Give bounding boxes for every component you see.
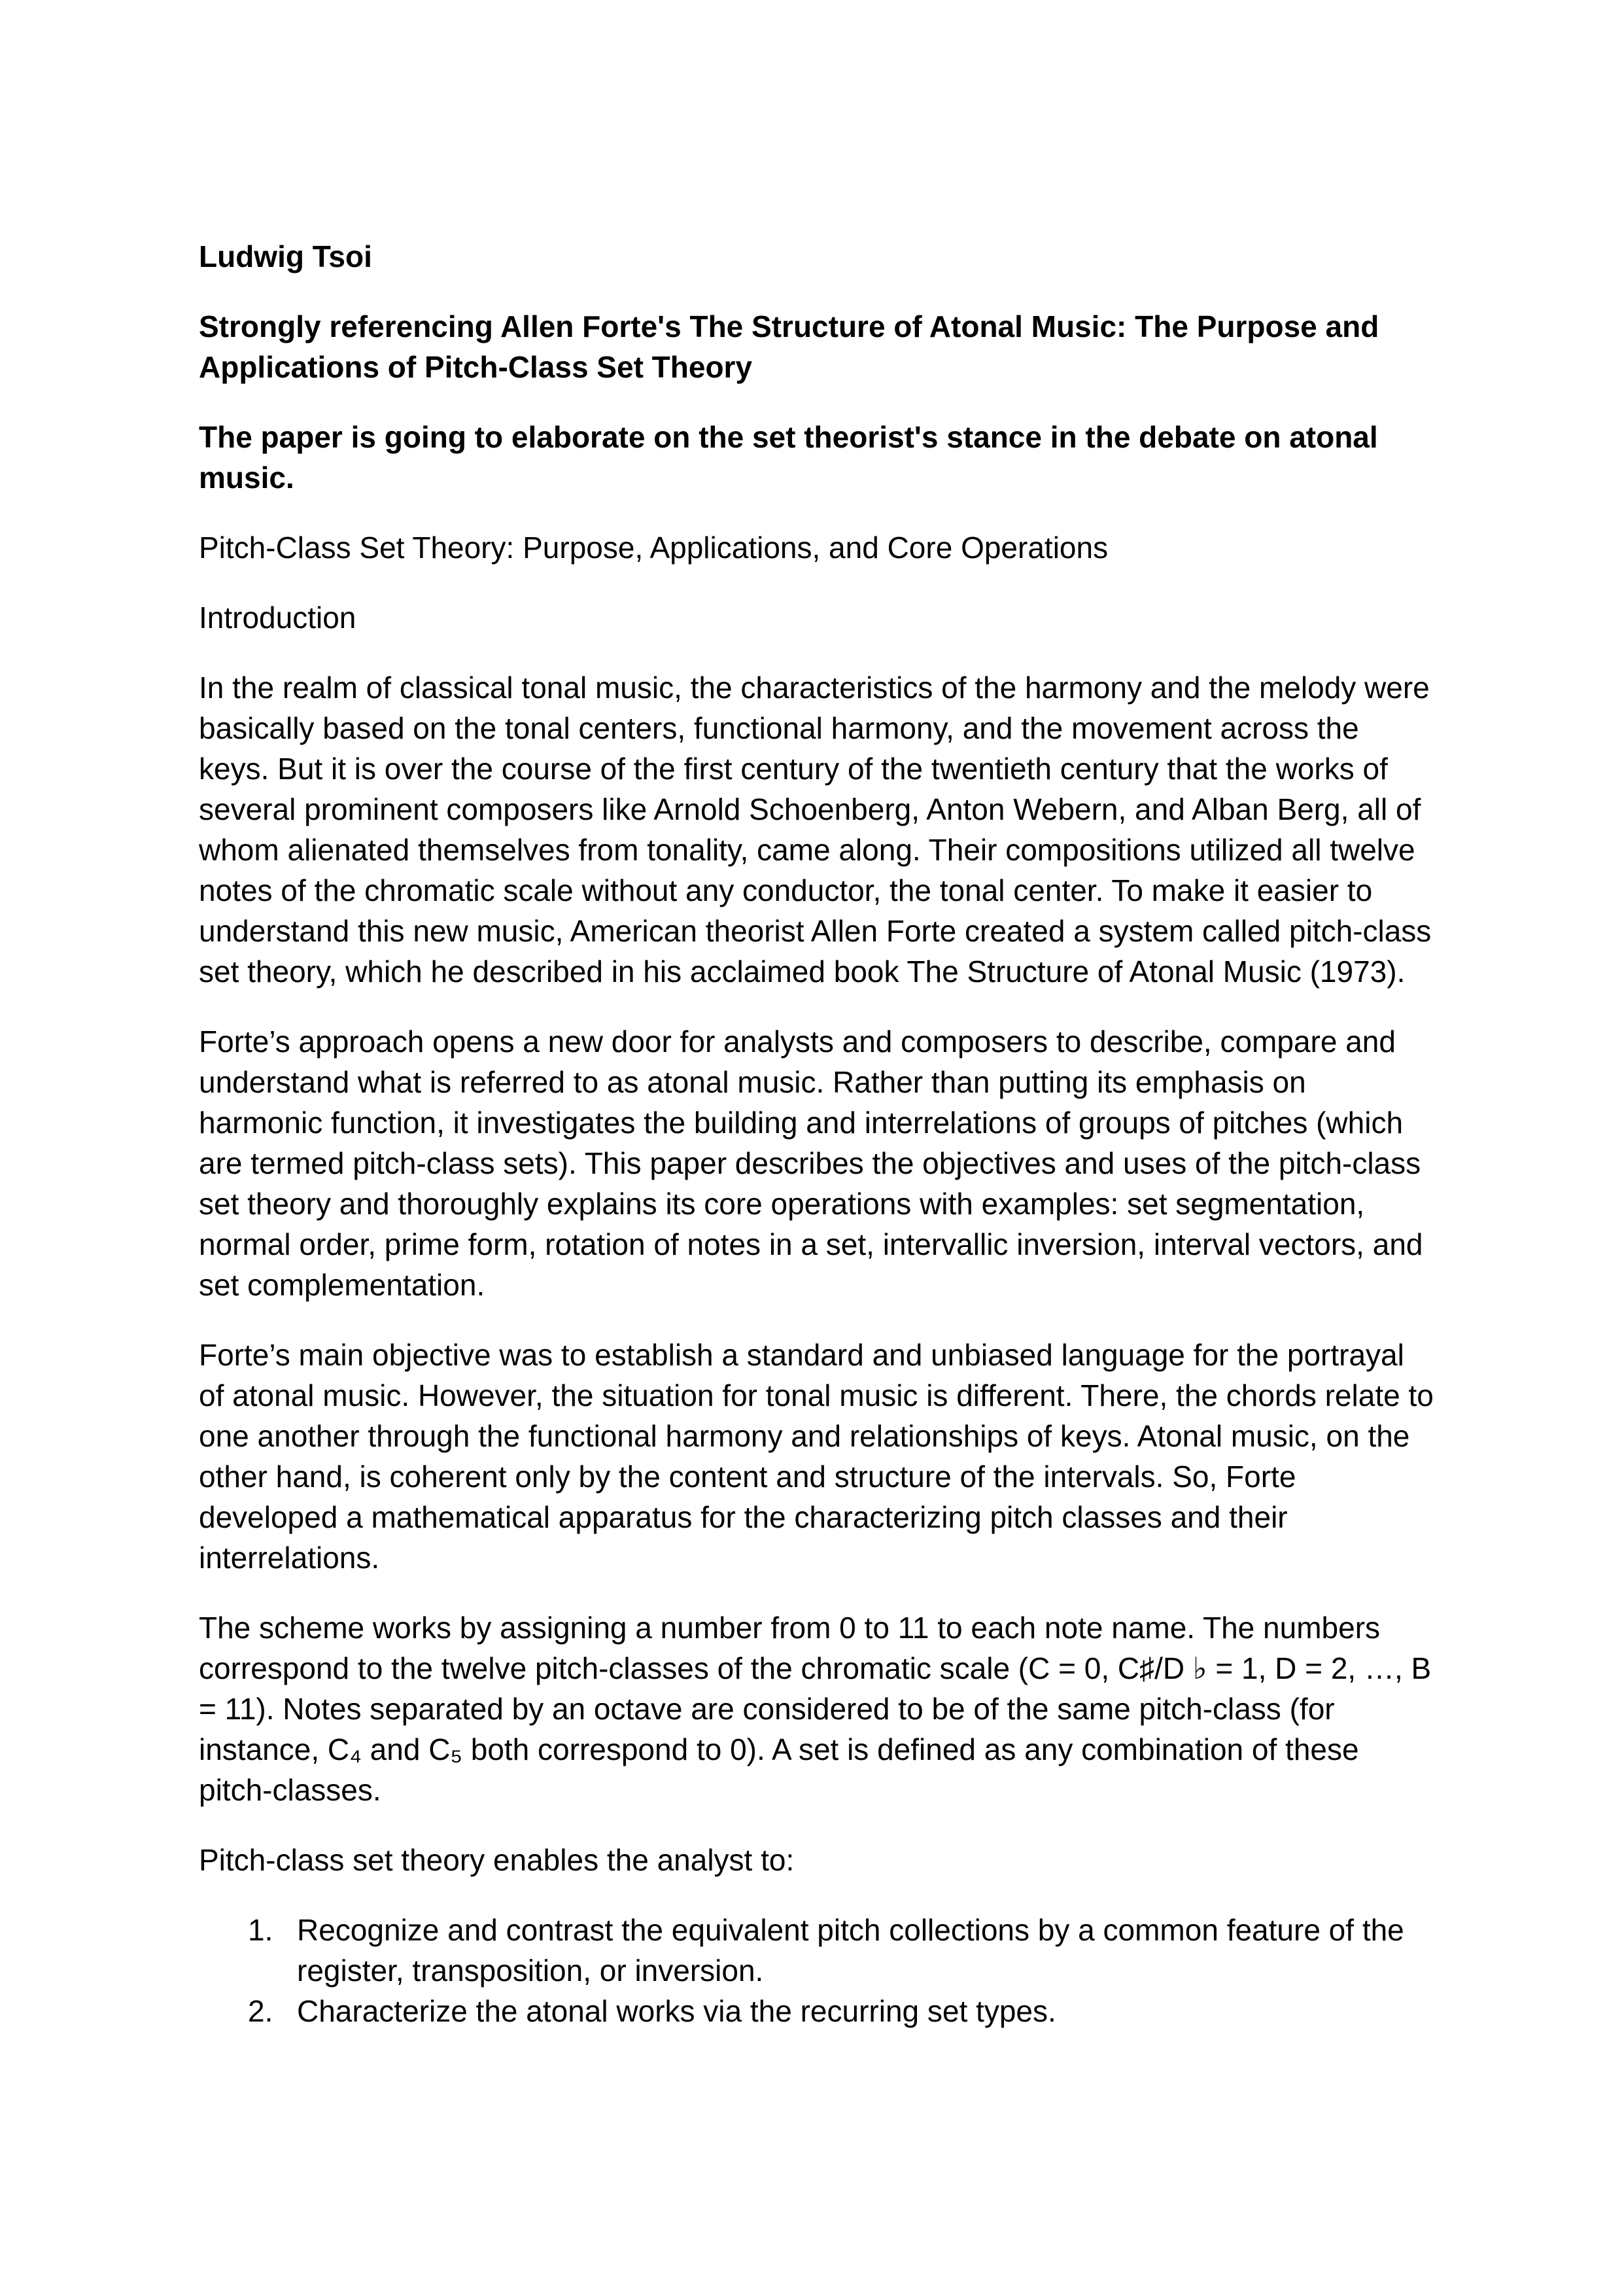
- subsection-heading-introduction: Introduction: [199, 601, 356, 635]
- list-item-number: 2.: [248, 1994, 273, 2028]
- body-paragraph-forte-objective: Forte’s main objective was to establish a standard and unbiased language for the portrayal of atonal music. However, the situation for tonal music is different. There, the chords relate to one another through the functional harmony and relationships of keys. Atonal music, on the other hand, is coherent only by the content and structure of the intervals. So, Forte developed a mathematical apparatus for the characterizing pitch classes and their interrelations.: [199, 1338, 1434, 1575]
- document-title: Strongly referencing Allen Forte's The Structure of Atonal Music: The Purpose and Applications of Pitch-Class Set Theory: [199, 309, 1379, 384]
- section-heading: Pitch-Class Set Theory: Purpose, Applications, and Core Operations: [199, 531, 1109, 565]
- document-content: [199, 236, 1435, 2031]
- body-paragraph-introduction: In the realm of classical tonal music, the characteristics of the harmony and the melody were basically based on the tonal centers, functional harmony, and the movement across the keys. But it is over the course of the first century of the twentieth century that the works of several prominent composers like Arnold Schoenberg, Anton Webern, and Alban Berg, all of whom alienated themselves from tonality, came along. Their compositions utilized all twelve notes of the chromatic scale without any conductor, the tonal center. To make it easier to understand this new music, American theorist Allen Forte created a system called pitch-class set theory, which he described in his acclaimed book The Structure of Atonal Music (1973).: [199, 671, 1432, 989]
- numbered-list: [199, 1910, 1435, 2031]
- list-item: [199, 1991, 1435, 2031]
- list-item-number: 1.: [248, 1913, 273, 1947]
- list-item: [199, 1910, 1435, 1991]
- list-intro-line: Pitch-class set theory enables the analyst to:: [199, 1843, 795, 1877]
- thesis-statement: The paper is going to elaborate on the set theorist's stance in the debate on atonal music.: [199, 420, 1378, 495]
- list-item-text: Characterize the atonal works via the recurring set types.: [297, 1994, 1056, 2028]
- body-paragraph-forte-approach: Forte’s approach opens a new door for analysts and composers to describe, compare and understand what is referred to as atonal music. Rather than putting its emphasis on harmonic function, it investigates the building and interrelations of groups of pitches (which are termed pitch-class sets). This paper describes the objectives and uses of the pitch-class set theory and thoroughly explains its core operations with examples: set segmentation, normal order, prime form, rotation of notes in a set, intervallic inversion, interval vectors, and set complementation.: [199, 1025, 1423, 1302]
- author-line: Ludwig Tsoi: [199, 239, 372, 273]
- body-paragraph-numbering-scheme: The scheme works by assigning a number from 0 to 11 to each note name. The numbers correspond to the twelve pitch-classes of the chromatic scale (C = 0, C♯/D ♭ = 1, D = 2, …, B = 11). Notes separated by an octave are considered to be of the same pitch-class (for instance, C₄ and C₅ both correspond to 0). A set is defined as any combination of these pitch-classes.: [199, 1611, 1432, 1807]
- list-item-text: Recognize and contrast the equivalent pitch collections by a common feature of the register, transposition, or inversion.: [297, 1913, 1404, 1988]
